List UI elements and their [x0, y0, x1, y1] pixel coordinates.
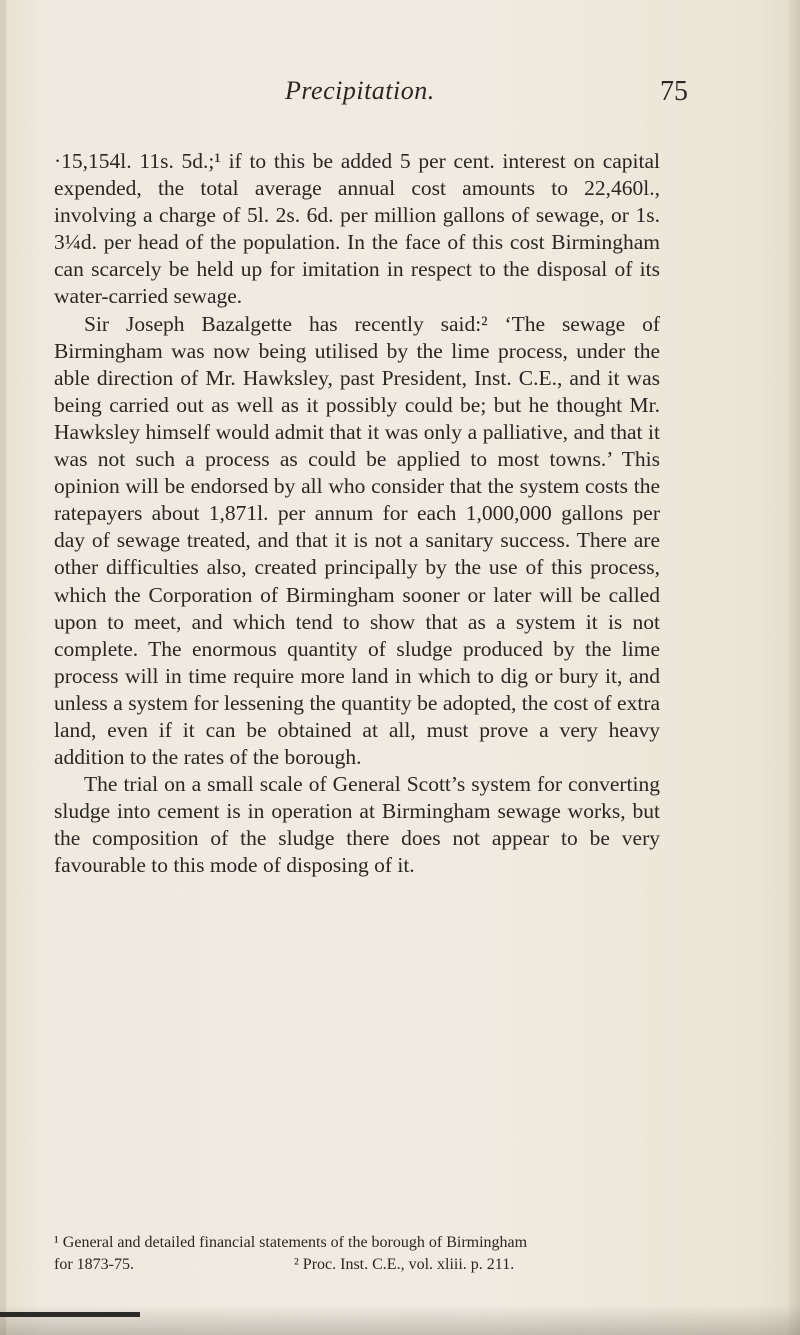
page-bottom-shadow — [0, 1305, 800, 1335]
paragraph-1: ·15,154l. 11s. 5d.;¹ if to this be added 5 per cent. interest on capital expended, the total average annual cost amounts to 22,460l., involving a charge of 5l. 2s. 6d. per million gallons of sewage, or 1s. 3¼d. per head of the population. In the face of this cost Birmingham can scarcely be held up for imitation in respect to the disposal of its water-carried sewage. — [54, 149, 660, 309]
page-left-edge — [0, 0, 6, 1335]
running-title: Precipitation. — [285, 76, 435, 105]
running-head — [0, 76, 700, 116]
paragraph-3: The trial on a small scale of General Scott’s system for converting sludge into cement is in operation at Birmingham sewage works, but the composition of the sludge there does not appear to be very favourable to this mode of disposing of it. — [54, 772, 660, 878]
page-bottom-edge — [0, 1312, 140, 1317]
footnotes — [54, 1232, 664, 1276]
paragraph-2: Sir Joseph Bazalgette has recently said:² ‘The sewage of Birmingham was now being utilised by the lime process, under the able direction of Mr. Hawksley, past President, Inst. C.E., and it was being carried out as well as it possibly could be; but he thought Mr. Hawksley himself would admit that it was only a palliative, and that it was not such a process as could be applied to most towns.’ This opinion will be endorsed by all who consider that the system costs the ratepayers about 1,871l. per annum for each 1,000,000 gallons per day of sewage treated, and that it is not a sanitary success. There are other difficulties also, created principally by the use of this process, which the Corporation of Birmingham sooner or later will be called upon to meet, and which tend to show that as a system it is not complete. The enormous quantity of sludge produced by the lime process will in time require more land in which to dig or bury it, and unless a system for lessening the quantity be adopted, the cost of extra land, even if it can be obtained at all, must prove a very heavy addition to the rates of the borough. — [54, 311, 660, 770]
page-right-edge — [788, 0, 800, 1335]
footnote-row-2 — [54, 1254, 664, 1276]
body-text — [54, 148, 660, 880]
footnote-1-line-2: for 1873-75. — [54, 1256, 134, 1273]
footnote-2: ² Proc. Inst. C.E., vol. xliii. p. 211. — [294, 1256, 515, 1273]
page-number: 75 — [660, 76, 688, 107]
footnote-1-line-1: ¹ General and detailed financial statements of the borough of Birmingham — [54, 1234, 528, 1251]
